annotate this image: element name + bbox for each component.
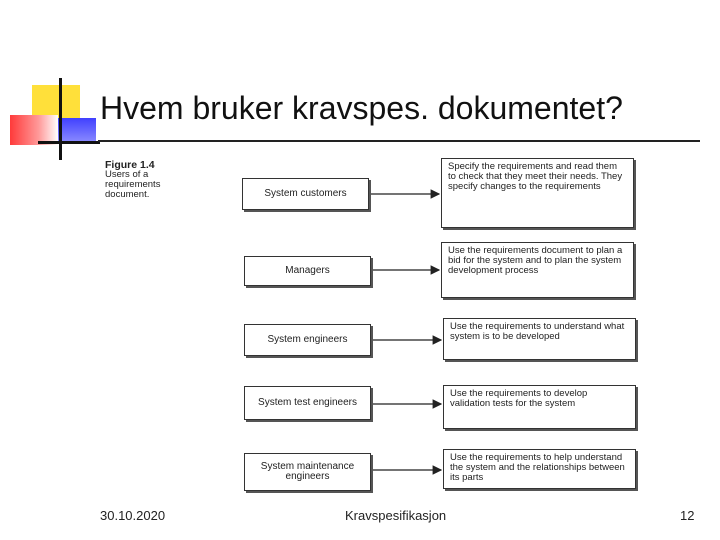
requirements-users-figure (95, 150, 645, 490)
description-box-system-maintenance-engineers (443, 449, 636, 489)
user-label: System customers (264, 187, 347, 199)
description-text: Use the requirements document to plan a bid for the system and to plan the system development process (448, 245, 623, 276)
logo-horizontal-line (38, 141, 100, 144)
description-box-system-test-engineers (443, 385, 636, 429)
title-underline (98, 140, 700, 142)
user-box-system-customers (242, 178, 369, 210)
description-text: Use the requirements to understand what system is to be developed (450, 321, 625, 342)
description-text: Specify the requirements and read them to check that they meet their needs. They specify changes to the requirements (448, 161, 623, 192)
footer-title: Kravspesifikasjon (345, 508, 447, 523)
user-label: System maintenance engineers (260, 460, 355, 482)
figure-number: Figure 1.4 (105, 159, 155, 171)
description-box-system-engineers (443, 318, 636, 360)
user-label: System test engineers (258, 396, 357, 408)
slide-title: Hvem bruker kravspes. dokumentet? (100, 90, 623, 126)
page-number: 12 (680, 508, 695, 523)
user-box-system-maintenance-engineers (244, 453, 371, 491)
user-box-managers (244, 256, 371, 286)
user-label: System engineers (267, 333, 348, 345)
logo-vertical-line (59, 78, 62, 160)
user-box-system-engineers (244, 324, 371, 356)
user-box-system-test-engineers (244, 386, 371, 420)
description-text: Use the requirements to develop validation tests for the system (450, 388, 588, 409)
description-box-managers (441, 242, 634, 298)
figure-caption-text: Users of a requirements document. (105, 169, 161, 200)
description-text: Use the requirements to help understand the system and the relationships between its parts (450, 452, 625, 483)
user-label: Managers (285, 264, 330, 276)
description-box-system-customers (441, 158, 634, 228)
footer-date: 30.10.2020 (100, 508, 166, 523)
